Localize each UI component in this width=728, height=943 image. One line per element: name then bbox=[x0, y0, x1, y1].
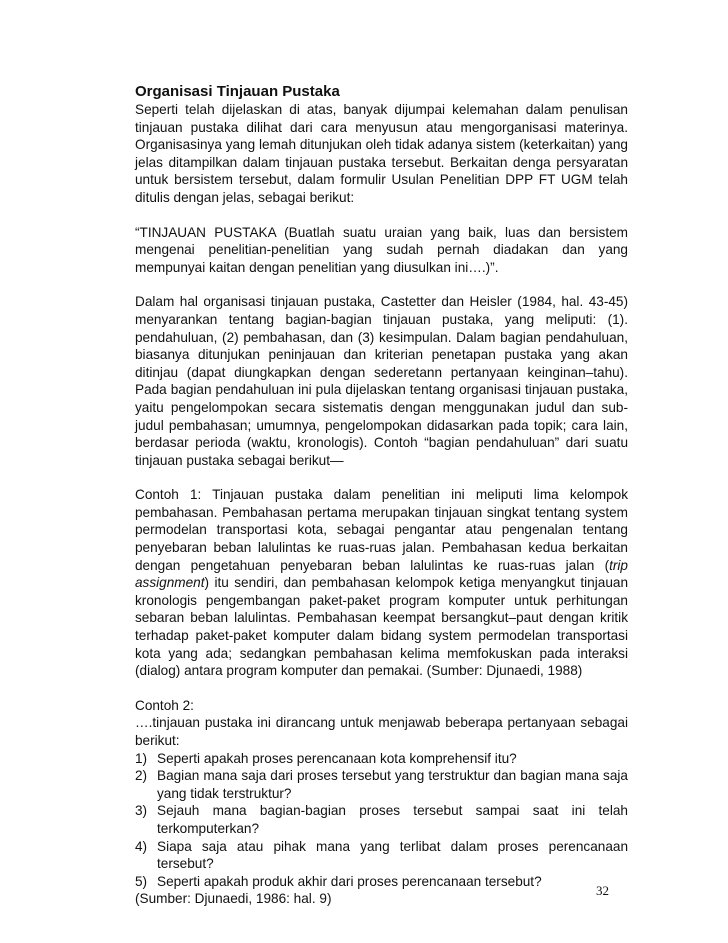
example-2-heading: Contoh 2: bbox=[135, 697, 194, 713]
example-1-text-start: Contoh 1: Tinjauan pustaka dalam penelitian ini meliputi lima kelompok pembahasan. Pembahasan pertama merupakan tinjauan singkat tentang system permodelan transportasi kota, sebagai pengantar atau pengenalan tentang penyebaran beban lalulintas ke ruas-ruas jalan. Pembahasan kedua berkaitan dengan pengetahuan penyebaran beban lalulintas ke ruas-ruas jalan ( bbox=[135, 487, 628, 573]
list-item-text: Sejauh mana bagian-bagian proses tersebut sampai saat ini telah terkomputerkan? bbox=[157, 803, 628, 836]
list-item-text: Seperti apakah proses perencanaan kota komprehensif itu? bbox=[157, 750, 517, 766]
list-item bbox=[135, 750, 628, 768]
example-2-block bbox=[135, 697, 628, 908]
list-item-number: 5) bbox=[135, 873, 148, 889]
quote-paragraph: “TINJAUAN PUSTAKA (Buatlah suatu uraian yang baik, luas dan bersistem mengenai penelitian-penelitian yang sudah pernah diadakan dan yang mempunyai kaitan dengan penelitian yang diusulkan ini….)”. bbox=[135, 224, 628, 275]
list-item bbox=[135, 802, 628, 837]
list-item bbox=[135, 838, 628, 873]
example-1-paragraph bbox=[135, 486, 628, 680]
list-item bbox=[135, 767, 628, 802]
list-item-number: 4) bbox=[135, 838, 148, 854]
intro-paragraph: Seperti telah dijelaskan di atas, banyak dijumpai kelemahan dalam penulisan tinjauan pustaka dilihat dari cara menyusun atau mengorganisasi materinya. Organisasinya yang lemah ditunjukan oleh tidak adanya sistem (keterkaitan) yang jelas ditampilkan dalam tinjauan pustaka tersebut. Berkaitan denga persyaratan untuk bersistem tersebut, dalam formulir Usulan Penelitian DPP FT UGM telah ditulis dengan jelas, sebagai berikut: bbox=[135, 102, 628, 205]
list-item-text: Bagian mana saja dari proses tersebut yang terstruktur dan bagian mana saja yang tidak terstruktur? bbox=[157, 768, 628, 801]
list-item bbox=[135, 873, 628, 891]
example-2-source: (Sumber: Djunaedi, 1986: hal. 9) bbox=[135, 891, 332, 907]
document-page bbox=[135, 83, 628, 908]
list-item-number: 3) bbox=[135, 803, 148, 819]
list-item-text: Seperti apakah produk akhir dari proses perencanaan tersebut? bbox=[157, 873, 542, 889]
example-2-lead: ….tinjauan pustaka ini dirancang untuk menjawab beberapa pertanyaan sebagai berikut: bbox=[135, 715, 628, 748]
question-list bbox=[135, 750, 628, 891]
section-title: Organisasi Tinjauan Pustaka bbox=[135, 83, 340, 100]
list-item-number: 2) bbox=[135, 768, 148, 784]
list-item-text: Siapa saja atau pihak mana yang terlibat dalam proses perencanaan tersebut? bbox=[157, 838, 628, 872]
page-number: 32 bbox=[596, 883, 609, 898]
organization-paragraph: Dalam hal organisasi tinjauan pustaka, Castetter dan Heisler (1984, hal. 43-45) menyarankan tentang bagian-bagian tinjauan pustaka, yang meliputi: (1). pendahuluan, (2) pembahasan, dan (3) kesimpulan. Dalam bagian pendahuluan, biasanya ditunjukan peninjauan dan kriterian penetapan pustaka yang akan ditinjau (dapat diungkapkan dengan sederetann pertanyaan keinginan–tahu). Pada bagian pendahuluan ini pula dijelaskan tentang organisasi tinjauan pustaka, yaitu pengelompokan secara sistematis dengan menggunakan judul dan sub-judul pembahasan; umumnya, pengelompokan didasarkan pada topik; cara lain, berdasar perioda (waktu, kronologis). Contoh “bagian pendahuluan” dari suatu tinjauan pustaka sebagai berikut— bbox=[135, 294, 628, 468]
list-item-number: 1) bbox=[135, 750, 148, 766]
example-1-italic-term: trip assignment bbox=[135, 557, 628, 591]
example-1-text-end: ) itu sendiri, dan pembahasan kelompok ketiga menyangkut tinjauan kronologis pengembangan paket-paket program komputer untuk perhitungan sebaran beban lalulintas. Pembahasan keempat bersangkut–paut dengan kritik terhadap paket-paket komputer dalam bidang system permodelan transportasi kota yang ada; sedangkan pembahasan kelima memfokuskan pada interaksi (dialog) antara program komputer dan pemakai. (Sumber: Djunaedi, 1988) bbox=[135, 575, 628, 679]
